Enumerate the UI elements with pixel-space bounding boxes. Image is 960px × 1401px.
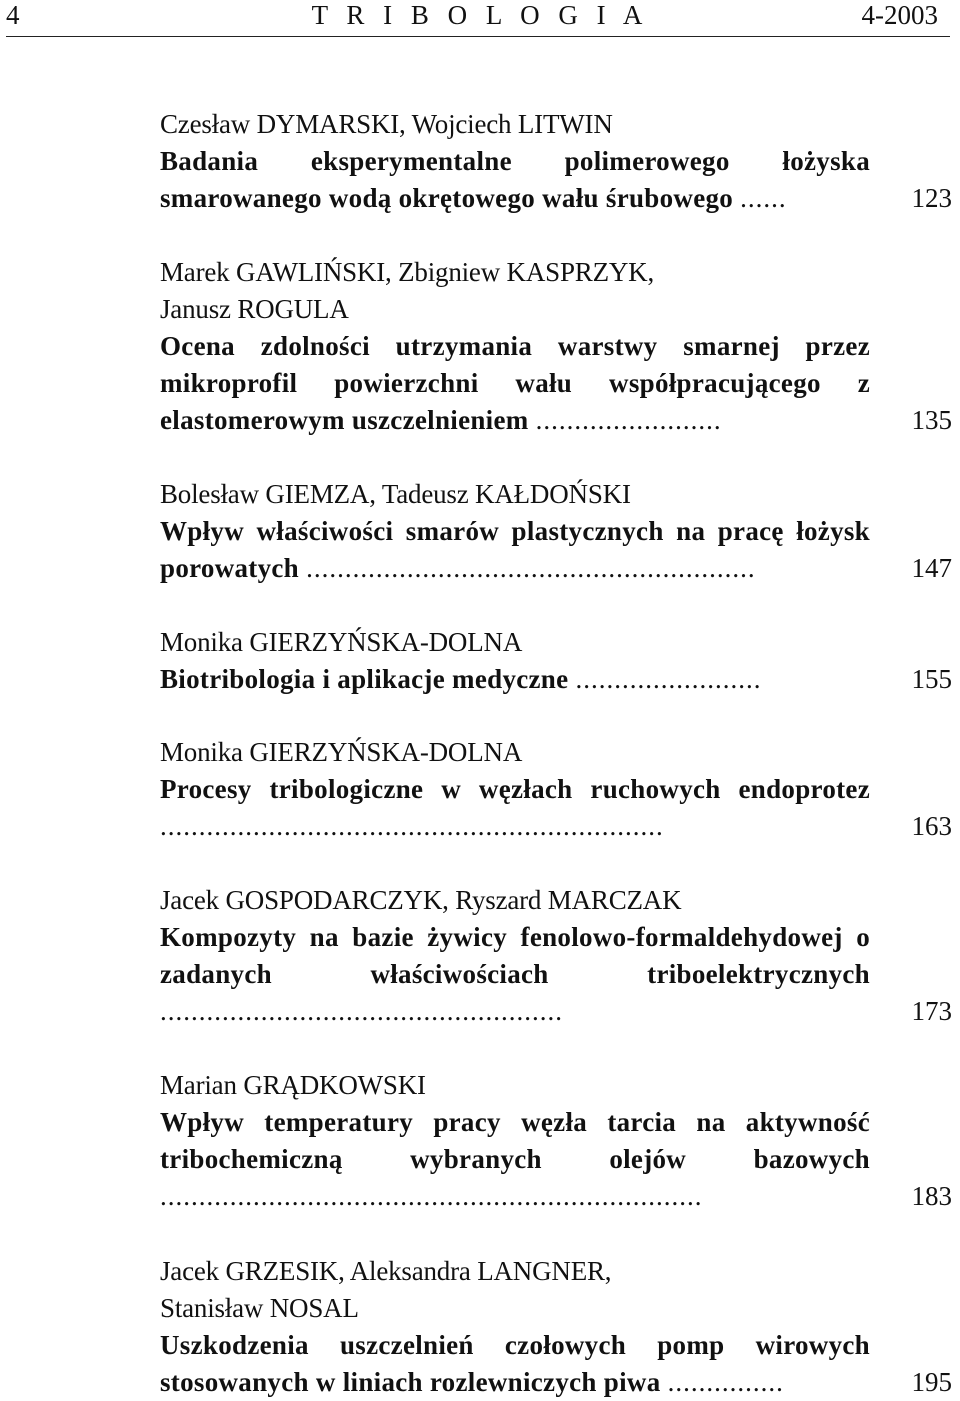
entry-authors <box>160 1067 870 1104</box>
page-number: 4 <box>6 0 20 30</box>
entry-authors <box>160 476 870 513</box>
entry-title <box>160 1327 870 1401</box>
journal-title: T R I B O L O G I A <box>311 0 649 30</box>
entry-page: 135 <box>911 405 952 435</box>
entry-page: 155 <box>911 664 952 694</box>
entry-title-text: Badania eksperymentalne polimerowego łożyska smarowanego wodą okrętowego wału śrubowego <box>160 146 870 213</box>
entry-page: 147 <box>911 553 952 583</box>
leader-dots: ................................................................. <box>160 811 664 841</box>
entry-title-text: Uszkodzenia uszczelnień czołowych pomp wirowych stosowanych w liniach rozlewniczych piwa <box>160 1330 870 1397</box>
author-line: Monika GIERZYŃSKA-DOLNA <box>160 627 523 657</box>
toc-entry <box>160 476 952 587</box>
leader-dots: .................................................... <box>160 996 563 1026</box>
leader-dots: ...................................................................... <box>160 1181 703 1211</box>
entry-title <box>160 919 870 1030</box>
leader-dots: .......................................................... <box>306 553 756 583</box>
author-line: Marian GRĄDKOWSKI <box>160 1070 426 1100</box>
entry-authors <box>160 734 870 771</box>
entry-title <box>160 661 870 698</box>
author-line: Bolesław GIEMZA, Tadeusz KAŁDOŃSKI <box>160 479 631 509</box>
running-header <box>0 0 960 32</box>
leader-dots: ........................ <box>535 405 722 435</box>
author-line: Czesław DYMARSKI, Wojciech LITWIN <box>160 109 613 139</box>
leader-dots: ........................ <box>575 664 762 694</box>
entry-title <box>160 513 870 587</box>
entry-title <box>160 771 870 845</box>
entry-title-text: Wpływ właściwości smarów plastycznych na pracę łożysk porowatych <box>160 516 870 583</box>
toc-entry <box>160 1067 952 1215</box>
entry-title <box>160 143 870 217</box>
leader-dots: ...... <box>740 183 787 213</box>
toc-entry <box>160 882 952 1030</box>
entry-title-text: Procesy tribologiczne w węzłach ruchowych endoprotez <box>160 774 870 804</box>
entry-title <box>160 1104 870 1215</box>
entry-authors <box>160 106 870 143</box>
entry-title-text: Biotribologia i aplikacje medyczne <box>160 664 569 694</box>
toc-entry <box>160 1253 952 1401</box>
author-line: Stanisław NOSAL <box>160 1293 359 1323</box>
author-line: Marek GAWLIŃSKI, Zbigniew KASPRZYK, <box>160 257 655 287</box>
issue-label: 4-2003 <box>861 0 938 30</box>
entry-page: 183 <box>911 1181 952 1211</box>
author-line: Monika GIERZYŃSKA-DOLNA <box>160 737 523 767</box>
entry-page: 163 <box>911 811 952 841</box>
entry-page: 195 <box>911 1367 952 1397</box>
author-line: Jacek GOSPODARCZYK, Ryszard MARCZAK <box>160 885 682 915</box>
entry-title-text: Wpływ temperatury pracy węzła tarcia na aktywność tribochemiczną wybranych olejów bazowych <box>160 1107 870 1174</box>
header-rule <box>6 36 950 37</box>
entry-authors <box>160 1253 870 1327</box>
entry-authors <box>160 254 870 328</box>
entry-title-text: Ocena zdolności utrzymania warstwy smarnej przez mikroprofil powierzchni wału współpracującego z elastomerowym uszczelnieniem <box>160 331 870 435</box>
toc-entry <box>160 624 952 698</box>
toc-entry <box>160 254 952 439</box>
leader-dots: ............... <box>667 1367 784 1397</box>
author-line: Janusz ROGULA <box>160 294 349 324</box>
entry-title <box>160 328 870 439</box>
entry-authors <box>160 882 870 919</box>
toc-entry <box>160 734 952 845</box>
toc-entry <box>160 106 952 217</box>
entry-page: 173 <box>911 996 952 1026</box>
author-line: Jacek GRZESIK, Aleksandra LANGNER, <box>160 1256 612 1286</box>
entry-page: 123 <box>911 183 952 213</box>
entry-authors <box>160 624 870 661</box>
entry-title-text: Kompozyty na bazie żywicy fenolowo-formaldehydowej o zadanych właściwościach triboelektrycznych <box>160 922 870 989</box>
